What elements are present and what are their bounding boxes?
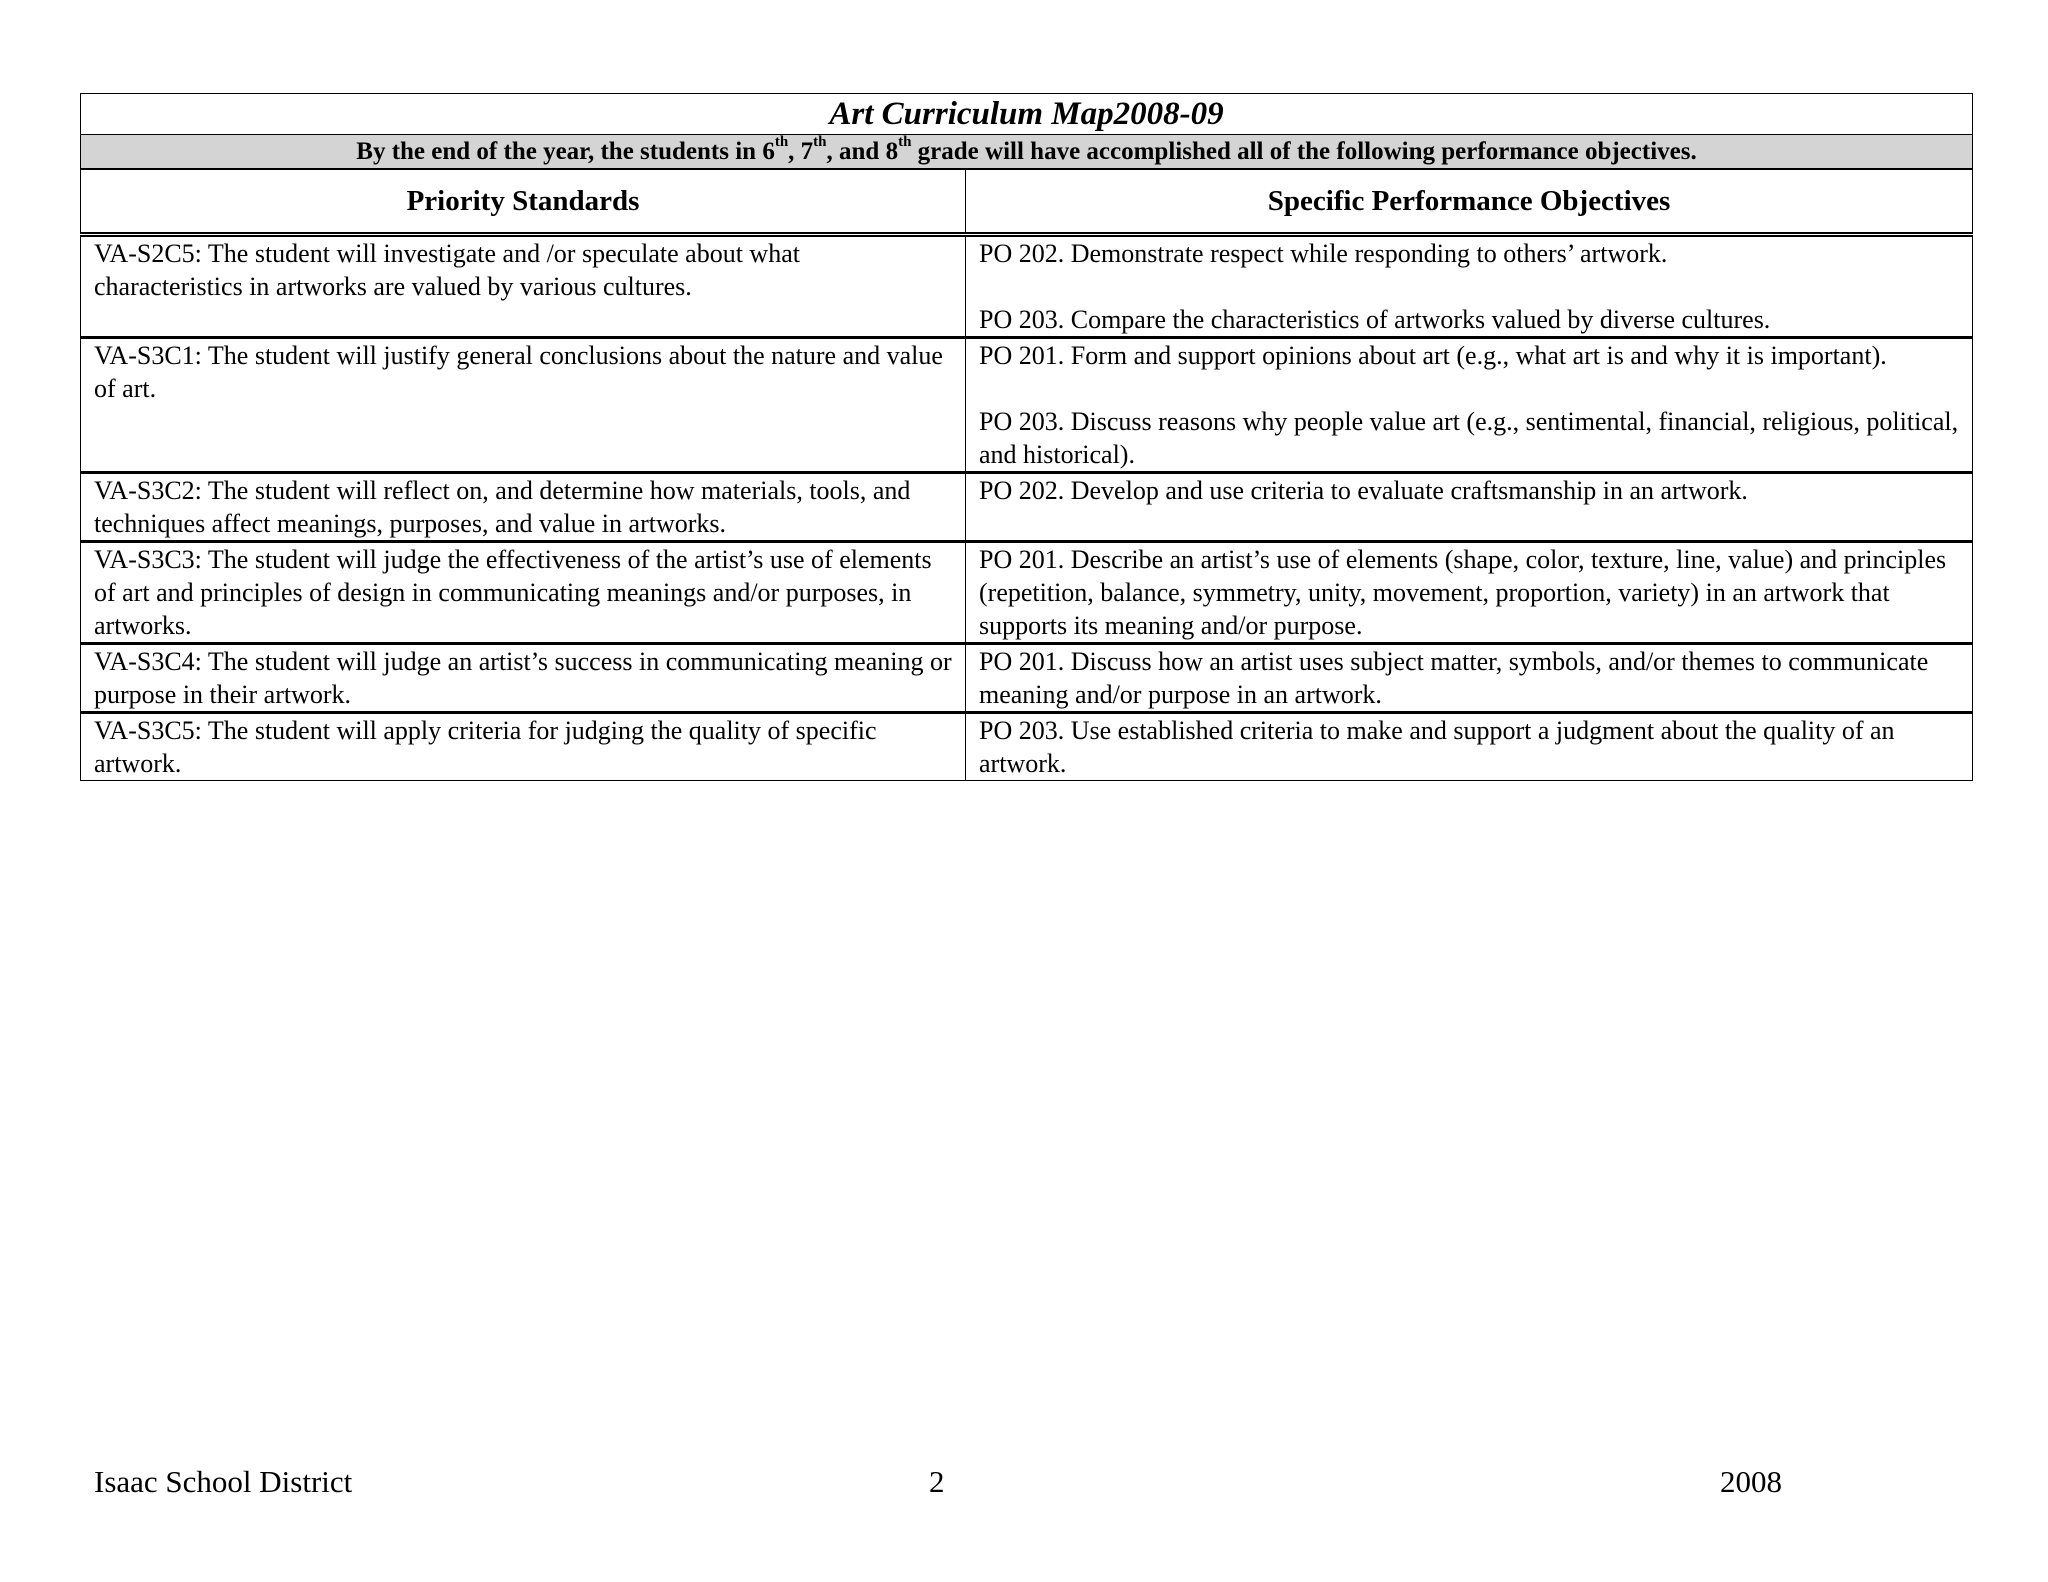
- table-row: [81, 235, 1973, 338]
- footer-page-number: 2: [929, 1464, 945, 1499]
- table-row: [81, 473, 1973, 542]
- priority-standard-cell: VA-S3C4: The student will judge an artist’s success in communicating meaning or purpose in their artwork.: [81, 644, 966, 713]
- table-row: [81, 713, 1973, 781]
- priority-standard-cell: VA-S2C5: The student will investigate and /or speculate about what characteristics in artworks are valued by various cultures.: [81, 235, 966, 338]
- performance-objectives-cell: [966, 542, 1973, 644]
- performance-objectives-cell: [966, 713, 1973, 781]
- performance-objectives-cell: [966, 644, 1973, 713]
- table-row: [81, 644, 1973, 713]
- column-header-performance-objectives: Specific Performance Objectives: [966, 169, 1973, 235]
- performance-objective: PO 201. Form and support opinions about art (e.g., what art is and why it is important).: [979, 341, 1887, 370]
- performance-objectives-cell: [966, 235, 1973, 338]
- performance-objective: PO 201. Discuss how an artist uses subject matter, symbols, and/or themes to communicate meaning and/or purpose in an artwork.: [979, 647, 1929, 709]
- footer-year: 2008: [1720, 1464, 1782, 1499]
- performance-objective: PO 202. Demonstrate respect while responding to others’ artwork.: [979, 239, 1668, 268]
- footer-district: Isaac School District: [94, 1464, 353, 1499]
- performance-objective: PO 203. Discuss reasons why people value art (e.g., sentimental, financial, religious, political, and historical).: [979, 407, 1959, 469]
- document-subtitle: By the end of the year, the students in 6th, 7th, and 8th grade will have accomplished all of the following performance objectives.: [81, 135, 1973, 170]
- priority-standard-cell: VA-S3C3: The student will judge the effectiveness of the artist’s use of elements of art and principles of design in communicating meanings and/or purposes, in artworks.: [81, 542, 966, 644]
- performance-objective: PO 201. Describe an artist’s use of elements (shape, color, texture, line, value) and principles (repetition, balance, symmetry, unity, movement, proportion, variety) in an artwork that supports its meaning and/or purpose.: [979, 545, 1947, 640]
- performance-objective: PO 203. Compare the characteristics of artworks valued by diverse cultures.: [979, 305, 1771, 334]
- document-title: Art Curriculum Map2008-09: [81, 94, 1973, 135]
- performance-objective: PO 203. Use established criteria to make and support a judgment about the quality of an artwork.: [979, 716, 1895, 778]
- column-header-priority-standards: Priority Standards: [81, 169, 966, 235]
- table-row: [81, 542, 1973, 644]
- table-row: [81, 338, 1973, 473]
- priority-standard-cell: VA-S3C1: The student will justify general conclusions about the nature and value of art.: [81, 338, 966, 473]
- performance-objectives-cell: [966, 473, 1973, 542]
- performance-objective: PO 202. Develop and use criteria to evaluate craftsmanship in an artwork.: [979, 476, 1748, 505]
- performance-objectives-cell: [966, 338, 1973, 473]
- priority-standard-cell: VA-S3C5: The student will apply criteria for judging the quality of specific artwork.: [81, 713, 966, 781]
- curriculum-map-table: [80, 93, 1973, 781]
- priority-standard-cell: VA-S3C2: The student will reflect on, and determine how materials, tools, and techniques affect meanings, purposes, and value in artworks.: [81, 473, 966, 542]
